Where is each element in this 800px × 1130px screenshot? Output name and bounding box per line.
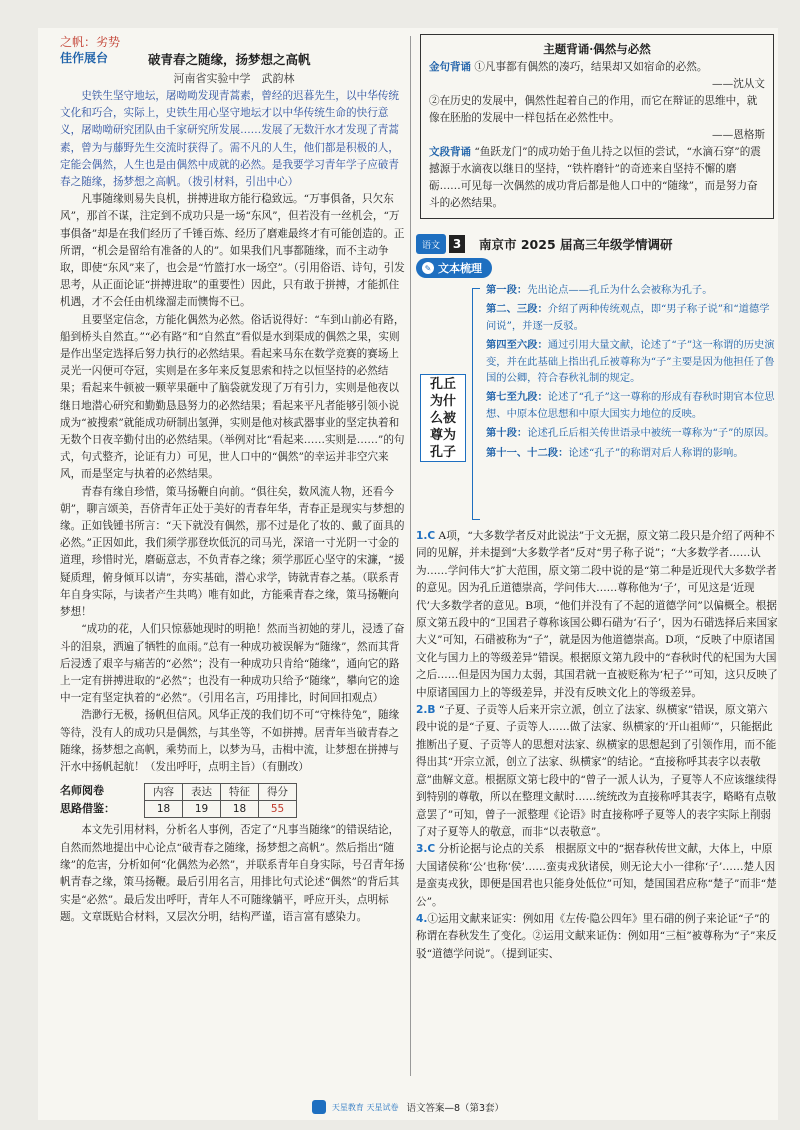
outline-item: 第四至六段：通过引用大量文献，论述了“子”这一称谓的历史演变，并在此基础上指出孔丘被尊称为“子”主要是因为他担任了鲁国的公卿，符合春秋礼制的规定。	[486, 339, 775, 385]
page-footer	[38, 1098, 778, 1116]
answer-number: 1.C	[416, 530, 436, 542]
theme-recitation-box	[420, 34, 774, 219]
answer-number: 2.B	[416, 704, 436, 717]
answer-item	[416, 911, 778, 963]
review-label: 名师阅卷	[60, 784, 104, 798]
answer-text: 分析论据与论点的关系 根据原文中的“据春秋传世文献，大体上，中原大国诸侯称‘公’也称‘侯’……蛮夷戎狄诸侯，则无论大小一律称‘子’……楚人因是蛮夷戎狄，即便是国君也只能身处低位”可知，楚国国君应称“楚子”而非“楚公”。	[416, 843, 777, 908]
score-value: 19	[183, 800, 221, 817]
quote-2-source: ——恩格斯	[712, 129, 765, 141]
outline-item: 第十一、十二段：论述“孔子”的称谓对后人称谓的影响。	[486, 446, 744, 459]
recitation-passage: “鱼跃龙门”的成功始于鱼儿持之以恒的尝试，“水滴石穿”的震撼源于水滴夜以继日的坚持，“铁杵磨针”的奇迹来自坚持不懈的磨砺……可见每一次偶然的成功背后都是他人口中的“随缘”，而是努力奋斗的必然结果。	[429, 146, 761, 209]
footer-brand: 天星教育 天星试卷	[331, 1102, 399, 1112]
brand-logo-icon	[312, 1100, 326, 1114]
answer-list	[416, 528, 778, 963]
answer-item	[416, 841, 778, 911]
section-label: 佳作展台	[60, 51, 109, 65]
outline-item: 第十段：论述孔丘后相关传世语录中被统一尊称为“子”的原因。	[486, 427, 775, 440]
answer-text: ①运用文献来证实：例如用《左传·隐公四年》里石碏的例子来论证“子”的称谓在春秋发生了变化。②运用文献来证伪：例如用“三桓”被尊称为“子”来反驳“道德学问说”。（提到证实、	[416, 912, 777, 960]
right-column	[416, 34, 778, 963]
outline-item: 第二、三段：介绍了两种传统观点，即“男子称子说”和“道德学问说”，并逐一反驳。	[486, 303, 770, 332]
score-header: 内容	[145, 783, 183, 800]
score-value-row	[145, 800, 297, 817]
left-column	[60, 34, 408, 927]
quote-1: ①凡事都有偶然的凑巧，结果却又如宿命的必然。	[474, 61, 708, 73]
footer-page-label: 语文答案—8（第3套）	[406, 1103, 505, 1114]
text-outline-tag	[416, 258, 492, 278]
essay-paragraph: 凡事随缘则易失良机，拼搏进取方能行稳致远。“万事俱备，只欠东风”，那首不谋，注定到不成功只是一场“东风”，但若没有一丝机会，“万事俱备”却是在我们经历了千锤百炼、经历了磨难最终才有可能创造的。正所谓，“机会是留给有准备的人的”。如果我们凡事都随缘，而不主动争取，即使“东风”来了，也会是“竹篮打水一场空”。（引用俗语、诗句，引发思考，从正面论证“拼搏进取”的重要性）因此，只有敢于拼搏，才能抓住机遇，才不会任由机缘溜走而懊悔不已。	[60, 193, 405, 309]
answer-number: 4.	[416, 912, 428, 925]
quote-1-source: ——沈从文	[712, 78, 765, 90]
score-header: 表达	[183, 783, 221, 800]
essay-body	[60, 88, 408, 776]
essay-paragraph: 青春有缘自珍惜，策马扬鞭自向前。“俱往矣，数风流人物，还看今朝”，聊言颂美，吾侪青年正处于美好的青春年华，青春正是现实与梦想的缘。正如钱锺书所言：“天下就没有偶然，那不过是化了妆的、戴了面具的必然。”正因如此，我们须学那登坎低沉的司马光，深谙一寸光阴一寸金的道理，珍惜时光，磨砺意志，不负青春之缘；须学那匠心坚守的宋濂，“援疑质理，俯身倾耳以请”，夯实基础，潜心求学，铸就青春之基。（联系青年自身实际，与读者产生共鸣）唯有如此，方能乘青春之缘，策马扬鞭向梦想！	[60, 485, 405, 619]
outline-icon: ✎	[422, 262, 434, 274]
text-outline-label: 文本梳理	[438, 262, 482, 275]
score-header: 特征	[221, 783, 259, 800]
outline-item: 第七至九段：论述了“孔子”这一尊称的形成有春秋时期官本位思想、中原本位思想和中原大国实力地位的反映。	[486, 391, 775, 420]
quote-2: ②在历史的发展中，偶然性起着自己的作用，而它在辩证的思维中，就像在胚胎的发展中一样包括在必然性中。	[429, 95, 758, 124]
outline-item: 第一段：先出论点——孔丘为什么会被称为孔子。	[486, 284, 713, 296]
score-header-row	[145, 783, 297, 800]
answer-number: 3.C	[416, 843, 436, 856]
score-table	[144, 783, 297, 818]
essay-paragraph: 浩渺行无极，扬帆但信风。风华正茂的我们切不可“守株待兔”，随缘等待，没有人的成功只是偶然，与其坐等，不如拼搏。居青年当破青春之随缘，扬梦想之高帆，乘势而上，以梦为马，击楫中流，让梦想在拼搏与汗水中扬帆起航！（发出呼吁，点明主旨）（有删改）	[60, 709, 400, 773]
review-comment	[60, 822, 408, 926]
answer-item	[416, 528, 778, 702]
total-score: 55	[259, 800, 297, 817]
score-header: 得分	[259, 783, 297, 800]
section-header	[416, 233, 778, 255]
essay-paragraph: “成功的花，人们只惊慕她现时的明艳！然而当初她的芽儿，浸透了奋斗的泪泉，洒遍了牺牲的血雨。”总有一种成功被误解为“随缘”，然而其背后浸透了艰辛与痛苦的“必然”；没有一种成功只肯给“随缘”，通向它的路上一定有拼搏进取的“必然”；也没有一种成功只给予“随缘”，攀向它的途中一定有坚定执着的“必然”。（引用名言，巧用排比，时间回扣观点）	[60, 623, 405, 705]
score-value: 18	[221, 800, 259, 817]
handwritten-note: 之帆：劣势	[60, 35, 121, 49]
essay-paragraph: 且要坚定信念，方能化偶然为必然。俗话说得好：“车到山前必有路，船到桥头自然直。”“必有路”和“自然直”看似是水到渠成的偶然之果，实则是作出坚定选择后努力执行的必然结果。看起来马东在数学竞赛的赛场上灵光一闪便可夺冠，实则是在多年来反复思索和持之以恒坚持的必然结果；看起来牛顿被一颗苹果砸中了脑袋就发现了万有引力，实则是他夜以继日地潜心研究和勤勤恳恳努力的必然结果；看起来平凡者能够引领小说成为“被搜索”就能成功研制出氢弹，实则是他对核武器事业的坚定执着和无数个日夜辛勤付出的必然结果。（举例对比“看起来……实则是……”的句式，句式整齐，论证有力）可见，世人口中的“偶然”的幸运并非空穴来风，而是坚定与执着的必然结果。	[60, 313, 405, 481]
theme-title: 主题背诵·偶然与必然	[543, 42, 651, 56]
review-paragraph: 本文先引用材料，分析名人事例，否定了“凡事当随缘”的错误结论，自然而然地提出中心论点“破青春之随缘，扬梦想之高帆”。然后指出“随缘”的危害，分析如何“化偶然为必然”，并联系青年自身实际，号召青年扬帆青春之缘，策马扬鞭。最后引用名言，用排比句式论述“偶然”的背后其实是“必然”。最后发出呼吁，青年人不可随缘躺平，呼应开头，点明标题。文章既贴合材料，又层次分明，结构严谨，语言富有感染力。	[60, 824, 405, 924]
score-value: 18	[145, 800, 183, 817]
teacher-review	[60, 782, 408, 818]
outline-bracket	[472, 288, 480, 520]
passage-tag: 文段背诵	[429, 146, 471, 158]
text-outline	[416, 282, 778, 528]
section-label-row	[60, 34, 408, 68]
section-title: 南京市 2025 届高三年级学情调研	[479, 237, 673, 252]
answer-sheet-page	[38, 28, 778, 1120]
essay-paragraph: 史铁生坚守地坛，屠呦呦发现青蒿素，曾经的迟暮先生，以中华传统文化和巧合，实际上，史铁生用心坚守地坛才以中华传统生命的快行意义，屠呦呦研究团队由千家研究所发展……发展了无数汗水才发现了青蒿素，曾为与藤野先生交流时获得了。需不凡的人生，他们都是积极的人，定能会偶然，人生也是由偶然中成就的必然。是我要学习青年学子应破青春之随缘，扬梦想之高帆。（拨引材料，引出中心）	[60, 90, 399, 189]
essay-author: 河南省实验中学 武韵林	[173, 72, 295, 85]
answer-text: A项，“大多数学者反对此说法”于文无据，原文第二段只是介绍了两种不同的见解，并未提到“大多数学者”反对“男子称子说”；“大多数学者……认为……学问伟大”扩大范围，原文第二段中说的是“第二种是近现代大多数学者的意见。因为孔丘道德崇高，学问伟大……尊称他为‘子’，可见这是‘近现代’大多数学者的意见。B项，“他们并没有了不起的道德学问”以偏概全。根据原文第五段中的“卫国君子尊称该国公卿石碏为‘石子’，因为石碏选择后来国家大义”可知，石碏被称为“子”，就是因为他道德崇高。D项，“反映了中原诸国文化与国力上的等级差异”错误。根据原文第九段中的“春秋时代的杞国为大国之后……但是因为国力太弱，其国君就一直被贬称为‘杞子’”可知，这只反映了中原诸国国力上的等级差异，并没有反映文化上的等级差异。	[416, 530, 778, 699]
outline-center-label: 孔丘为什么被尊为孔子	[429, 376, 456, 460]
essay-title: 破青春之随缘，扬梦想之高帆	[148, 52, 311, 67]
subject-badge: 语文	[416, 234, 446, 254]
review-label-2: 思路借鉴：	[60, 802, 115, 816]
outline-center	[420, 374, 466, 462]
quote-tag: 金句背诵	[429, 61, 471, 73]
column-divider	[410, 36, 411, 1076]
answer-item	[416, 702, 778, 841]
section-number: 3	[449, 235, 465, 253]
answer-text: “子夏、子贡等人后来开宗立派，创立了法家、纵横家”错误，原文第六段中说的是“子夏、子贡等人……做了法家、纵横家的‘开山祖师’”，只能据此推断出子夏、子贡等人的思想对法家、纵横家的思想起到了引领作用，而不能得出其“开宗立派，创立了法家、纵横家”的结论。“直接称呼其表字以表敬意”曲解文意。根据原文第七段中的“曾子一派人认为，子夏等人不应该继续得到特别的尊敬，所以在整理文献时……统统改为直接称呼其表字，略略有点敬意罢了”可知，曾子一派整理《论语》时直接称呼子夏等人的表字实际上削弱了对子夏等人的敬意，而非“以表敬意”。	[416, 704, 777, 838]
